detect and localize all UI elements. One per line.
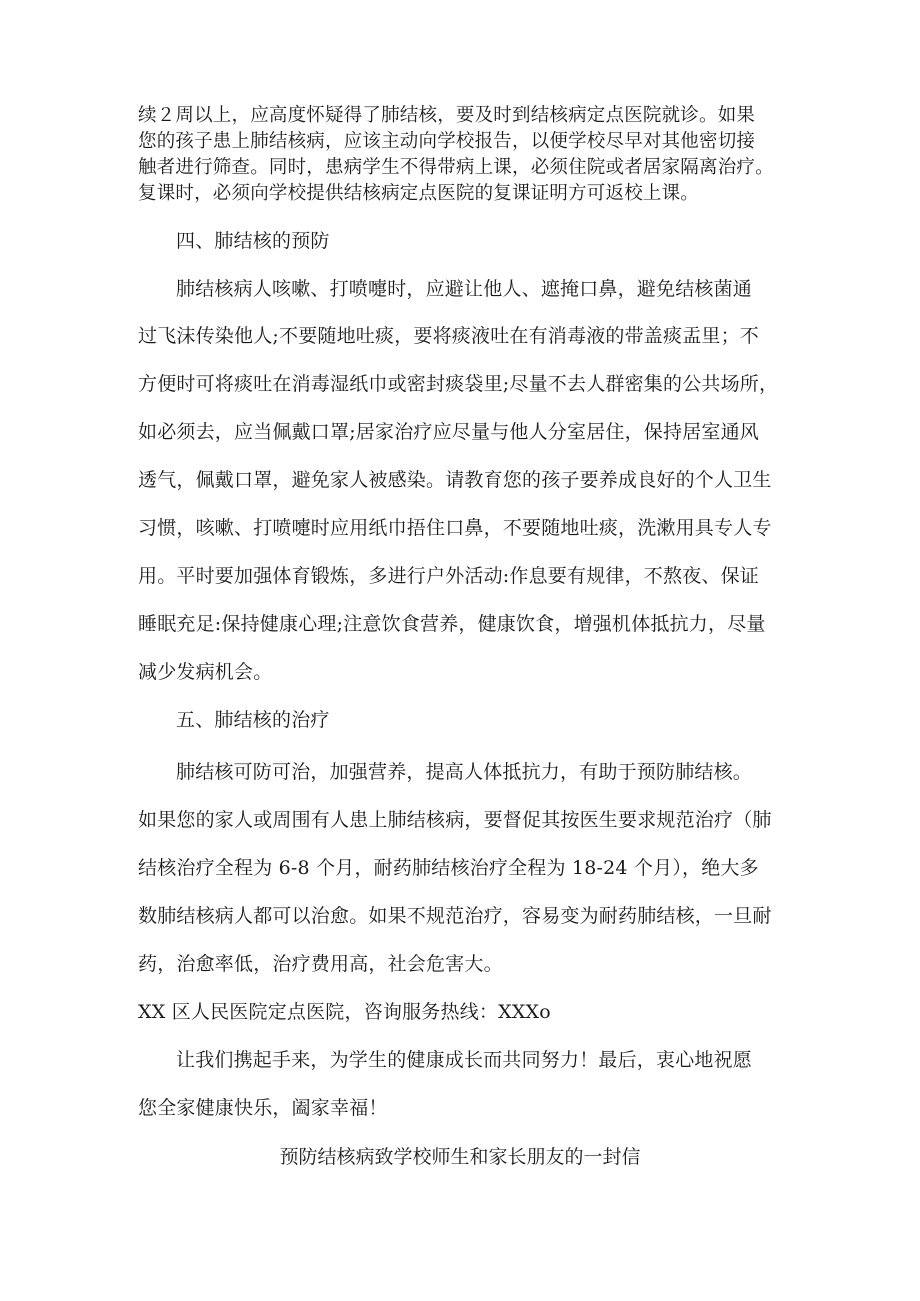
paragraph-line: 睡眠充足:保持健康心理;注意饮食营养，健康饮食，增强机体抵抗力，尽量	[138, 613, 766, 635]
closing-line: 您全家健康快乐，阖家幸福！	[138, 1097, 388, 1119]
paragraph-line: 过飞沫传染他人;不要随地吐痰，要将痰液吐在有消毒液的带盖痰盂里；不	[138, 325, 760, 347]
paragraph-line: 您的孩子患上肺结核病，应该主动向学校报告，以便学校尽早对其他密切接	[138, 131, 756, 152]
paragraph-line: 触者进行筛查。同时，患病学生不得带病上课，必须住院或者居家隔离治疗。	[138, 157, 774, 178]
section-heading-treatment: 五、肺结核的治疗	[176, 709, 330, 731]
paragraph-line: 透气，佩戴口罩，避免家人被感染。请教育您的孩子要养成良好的个人卫生	[138, 469, 772, 491]
paragraph-line: 数肺结核病人都可以治愈。如果不规范治疗，容易变为耐药肺结核，一旦耐	[138, 905, 772, 927]
paragraph-line: 续２周以上，应高度怀疑得了肺结核，要及时到结核病定点医院就诊。如果	[138, 105, 756, 126]
paragraph-line: 如必须去，应当佩戴口罩;居家治疗应尽量与他人分室居住，保持居室通风	[138, 421, 760, 443]
paragraph-line: 习惯，咳嗽、打喷嚏时应用纸巾捂住口鼻，不要随地吐痰，洗漱用具专人专	[138, 517, 772, 539]
paragraph-line: 复课时，必须向学校提供结核病定点医院的复课证明方可返校上课。	[138, 183, 700, 204]
paragraph-line: 结核治疗全程为 6-8 个月，耐药肺结核治疗全程为 18-24 个月），绝大多	[138, 857, 759, 879]
paragraph-line: 用。平时要加强体育锻炼，多进行户外活动:作息要有规律，不熬夜、保证	[138, 565, 760, 587]
paragraph-line: 药，治愈率低，治疗费用高，社会危害大。	[138, 953, 503, 975]
paragraph-line: 肺结核病人咳嗽、打喷嚏时，应避让他人、遮掩口鼻，避免结核菌通	[176, 278, 753, 300]
closing-line: 让我们携起手来，为学生的健康成长而共同努力！最后，衷心地祝愿	[176, 1049, 753, 1071]
hotline-text: XX 区人民医院定点医院，咨询服务热线：XXXo	[138, 1001, 551, 1023]
section-heading-prevention: 四、肺结核的预防	[176, 230, 330, 252]
next-letter-title: 预防结核病致学校师生和家长朋友的一封信	[279, 1146, 641, 1168]
paragraph-line: 减少发病机会。	[138, 661, 273, 683]
paragraph-line: 肺结核可防可治，加强营养，提高人体抵抗力，有助于预防肺结核。	[176, 761, 753, 783]
paragraph-line: 如果您的家人或周围有人患上肺结核病，要督促其按医生要求规范治疗（肺	[138, 809, 772, 831]
paragraph-line: 方便时可将痰吐在消毒湿纸巾或密封痰袋里;尽量不去人群密集的公共场所，	[138, 373, 779, 395]
